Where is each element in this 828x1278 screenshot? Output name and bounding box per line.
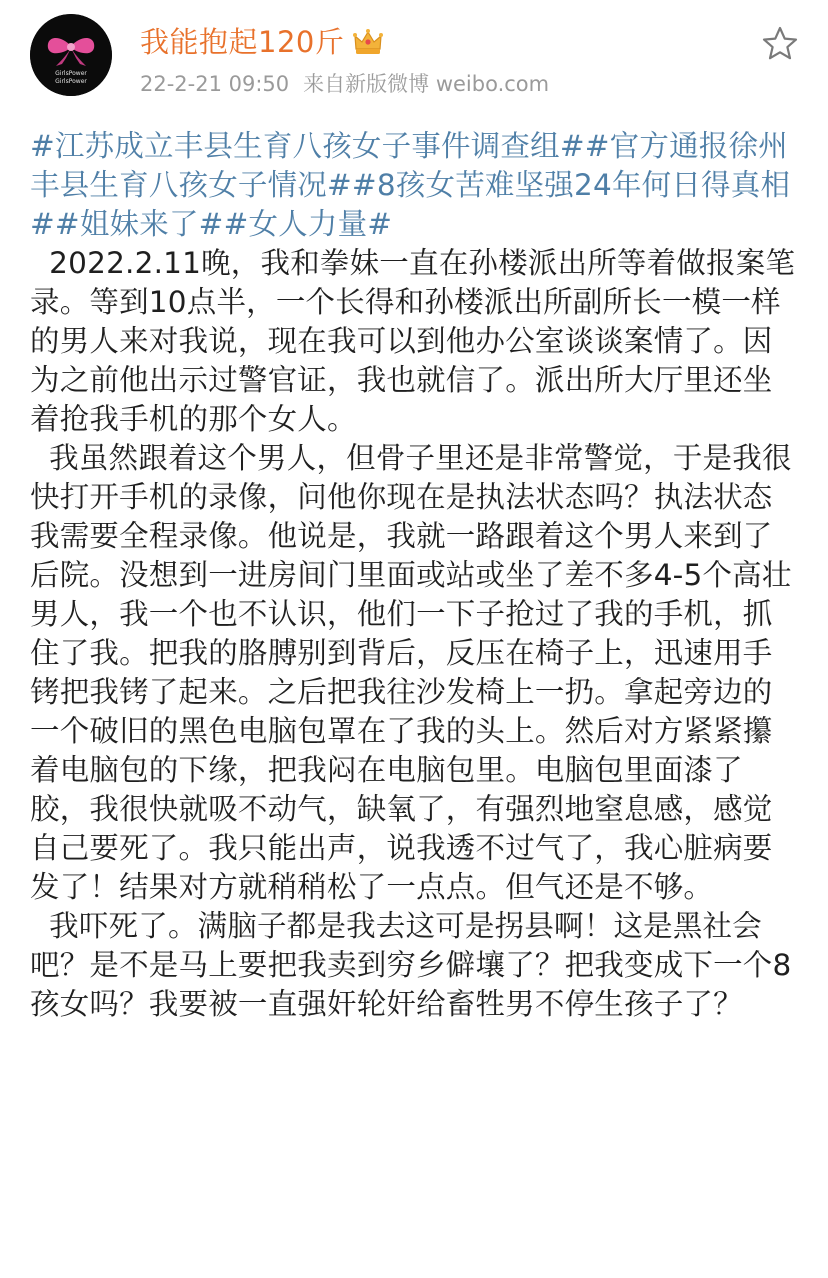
crown-icon [352,27,384,57]
post-paragraph: 2022.2.11晚，我和拳妹一直在孙楼派出所等着做报案笔录。等到10点半，一个长得和孙楼派出所副所长一模一样的男人来对我说，现在我可以到他办公室谈谈案情了。因为之前他出示过警官证，我也就信了。派出所大厅里还坐着抢我手机的那个女人。 [30,246,796,436]
post-meta [140,68,563,100]
hashtag-link[interactable]: #江苏成立丰县生育八孩女子事件调查组# [30,129,585,163]
post-body [30,127,802,1024]
hashtag-link[interactable]: #官方通报徐州丰县生育八孩女子情况# [30,129,788,202]
hashtag-line [30,127,802,244]
avatar-image [30,14,112,96]
post-paragraph: 我吓死了。满脑子都是我去这可是拐县啊！这是黑社会吧？是不是马上要把我卖到穷乡僻壤了？把我变成下一个8孩女吗？我要被一直强奸轮奸给畜牲男不停生孩子了？ [30,909,792,1021]
username-row [140,22,384,62]
avatar-text-top: GirlsPower [55,70,87,77]
post-header [0,0,828,120]
hashtag-link[interactable]: #姐妹来了# [54,207,224,241]
hashtag-link[interactable]: #女人力量# [223,207,393,241]
avatar[interactable] [30,14,112,96]
star-outline-icon[interactable] [760,24,800,64]
post-time: 22-2-21 09:50 [140,72,290,96]
hashtag-link[interactable]: #8孩女苦难坚强24年何日得真相# [30,168,791,241]
username[interactable]: 我能抱起120斤 [140,25,345,59]
avatar-text-bottom: GirlsPower [55,78,87,85]
post-source: 来自新版微博 weibo.com [303,72,550,96]
post-paragraph: 我虽然跟着这个男人，但骨子里还是非常警觉，于是我很快打开手机的录像，问他你现在是执法状态吗？执法状态我需要全程录像。他说是，我就一路跟着这个男人来到了后院。没想到一进房间门里面或站或坐了差不多4-5个高壮男人，我一个也不认识，他们一下子抢过了我的手机，抓住了我。把我的胳膊别到背后，反压在椅子上，迅速用手铐把我铐了起来。之后把我往沙发椅上一扔。拿起旁边的一个破旧的黑色电脑包罩在了我的头上。然后对方紧紧攥着电脑包的下缘，把我闷在电脑包里。电脑包里面漆了胶，我很快就吸不动气，缺氧了，有强烈地窒息感，感觉自己要死了。我只能出声，说我透不过气了，我心脏病要发了！结果对方就稍稍松了一点点。但气还是不够。 [30,441,792,904]
